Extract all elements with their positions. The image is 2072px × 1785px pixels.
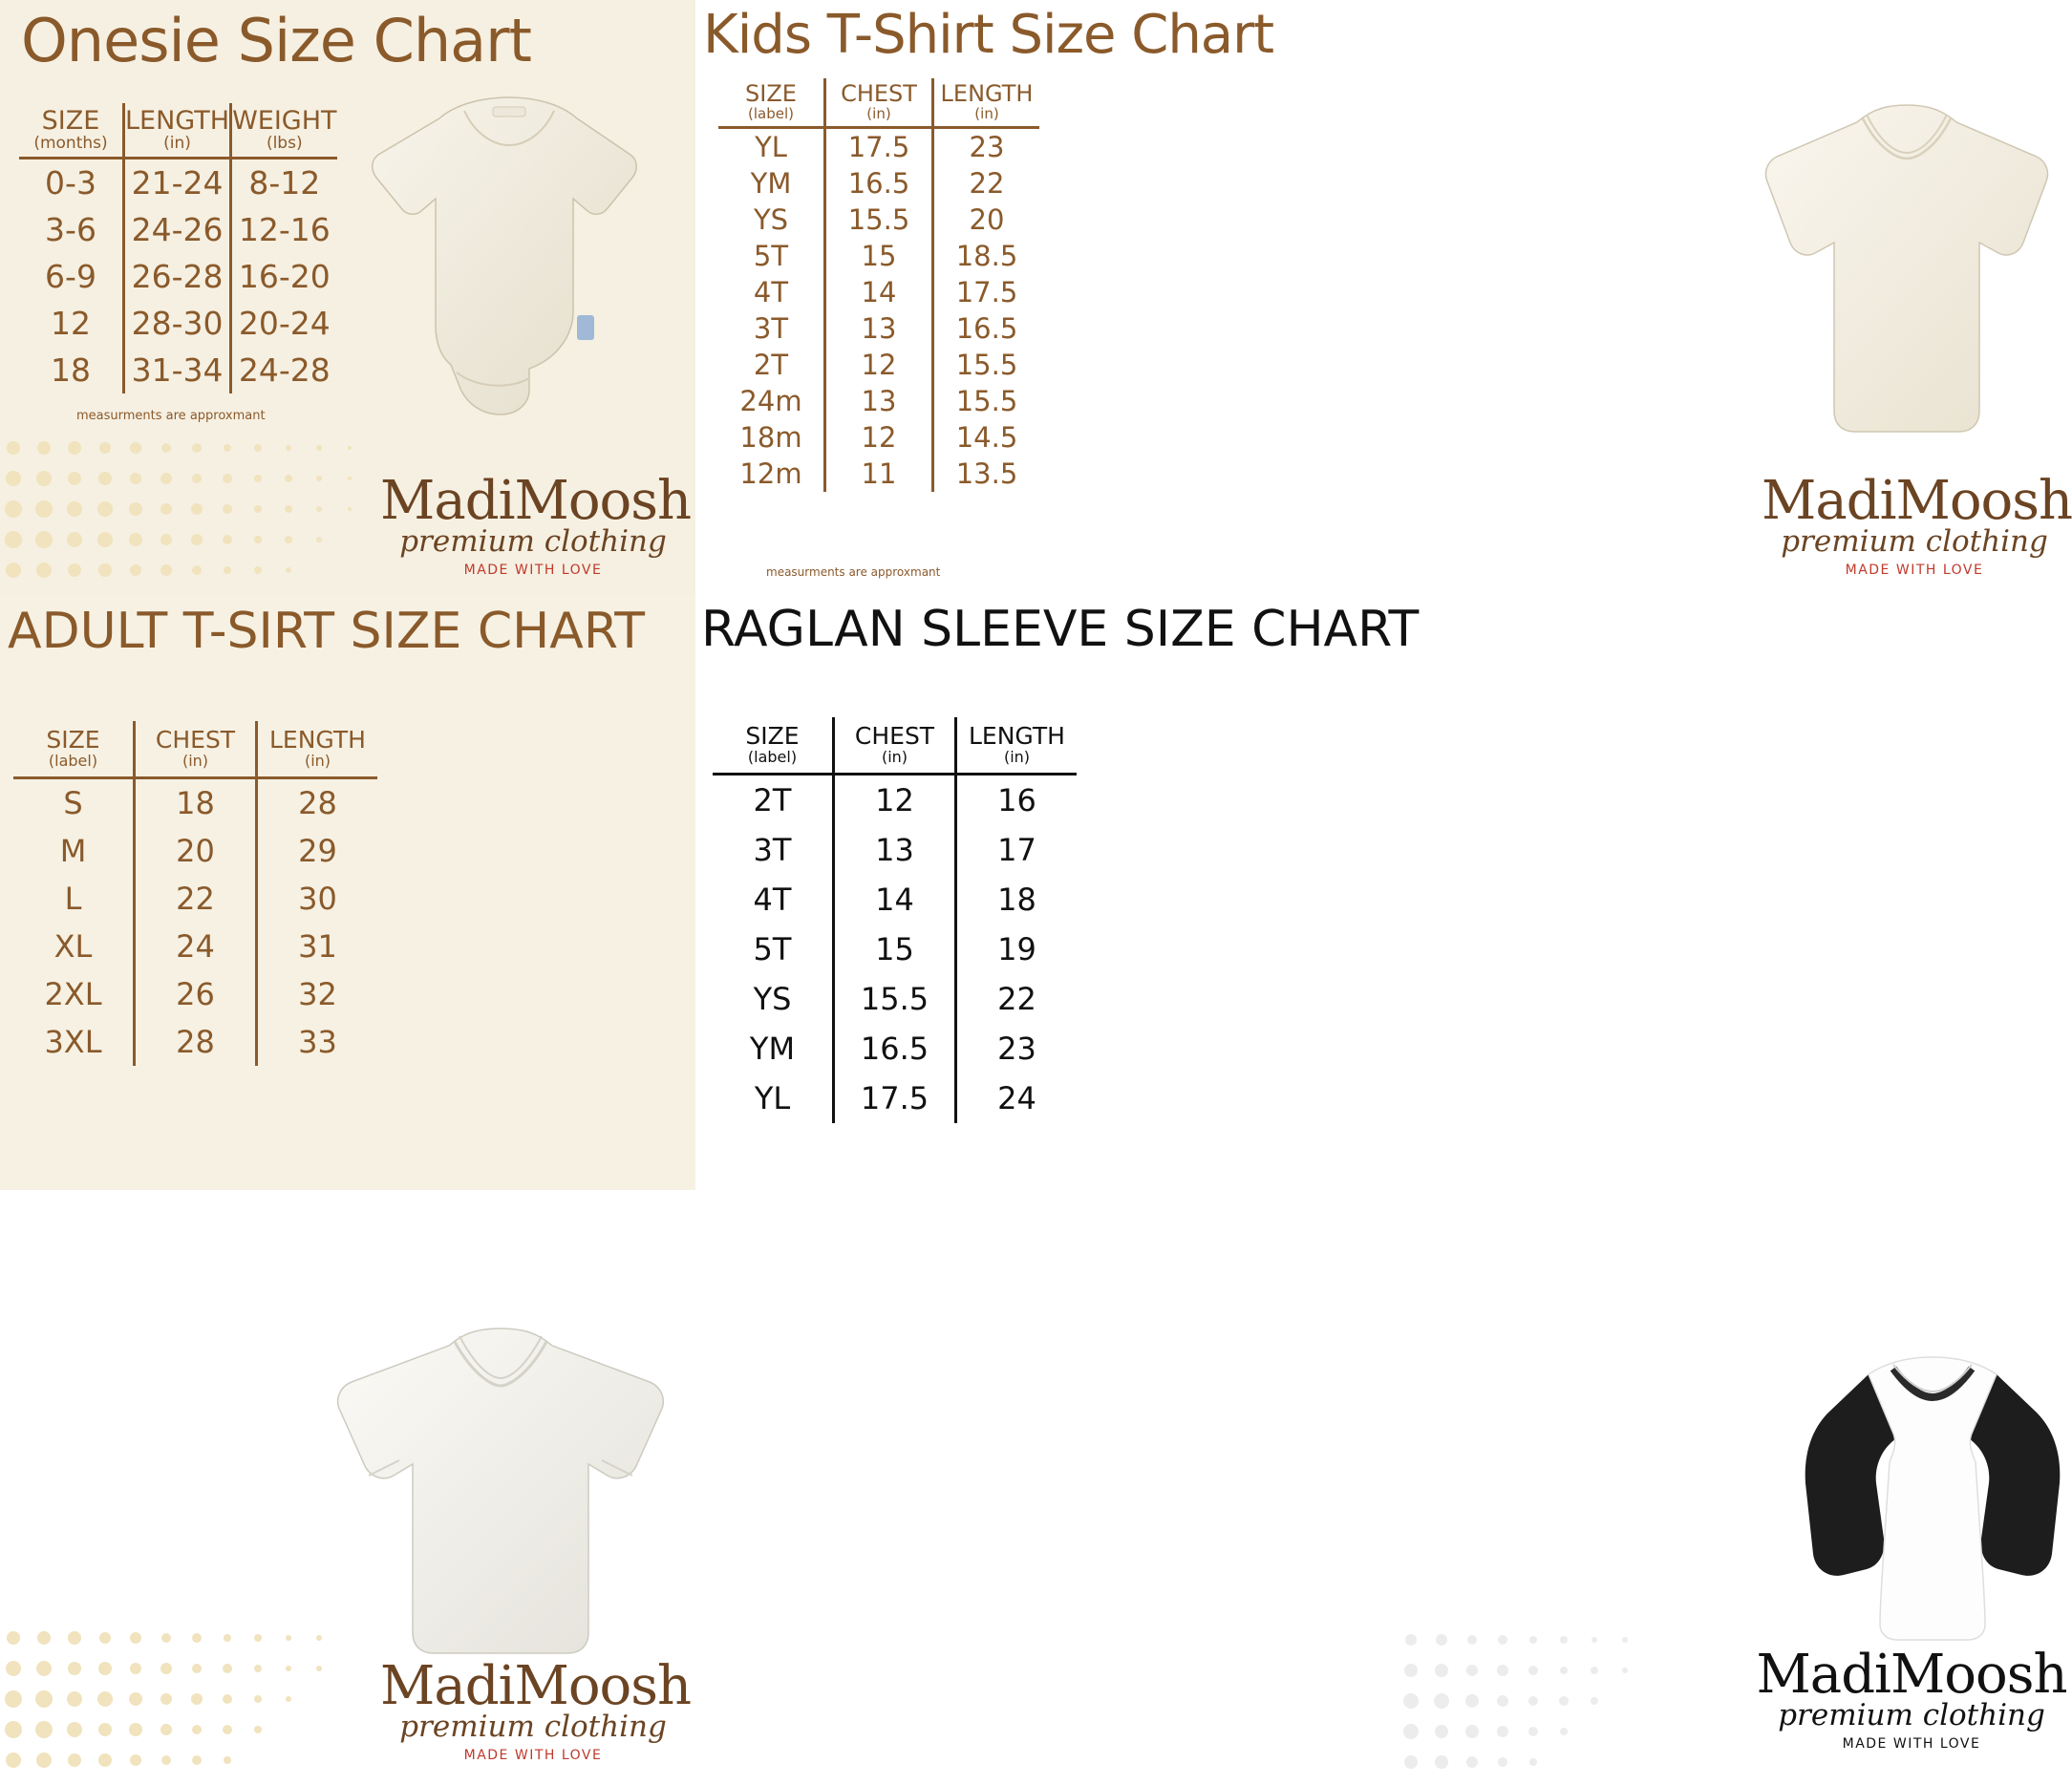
brand-name: MadiMoosh xyxy=(1756,1644,2067,1706)
cell-length: 18.5 xyxy=(955,240,1018,272)
header-length: LENGTH (in) xyxy=(969,722,1065,766)
cell-size: YL xyxy=(718,128,825,166)
cell-chest: 13 xyxy=(834,825,956,875)
cell-chest: 15 xyxy=(834,924,956,974)
cell-size: 3-6 xyxy=(19,206,124,253)
brand-logo xyxy=(1762,470,2072,578)
table-row xyxy=(13,970,377,1018)
cell-chest: 13 xyxy=(825,310,933,347)
cell-length: 16.5 xyxy=(955,312,1018,345)
made-with-love: MADE WITH LOVE xyxy=(1842,1736,1981,1752)
table-row xyxy=(718,238,1039,274)
onesie-size-table xyxy=(19,103,337,393)
kids-approximation-note: measurments are approxmant xyxy=(766,565,941,579)
cell-size: 2T xyxy=(713,775,834,826)
cell-chest: 15.5 xyxy=(825,202,933,238)
cell-size: M xyxy=(13,827,135,875)
header-size: SIZE (months) xyxy=(19,103,124,159)
cell-weight: 16-20 xyxy=(238,258,331,295)
table-row xyxy=(713,924,1077,974)
cell-weight: 12-16 xyxy=(238,211,331,248)
table-row xyxy=(19,300,337,347)
table-row xyxy=(713,775,1077,826)
brand-logo xyxy=(380,470,692,578)
cell-chest: 22 xyxy=(135,875,257,923)
cell-size: S xyxy=(13,778,135,828)
cell-length: 28-30 xyxy=(124,300,231,347)
table-row xyxy=(19,159,337,207)
header-chest: CHEST (in) xyxy=(825,78,933,128)
cell-chest: 28 xyxy=(135,1018,257,1066)
cell-size: 6-9 xyxy=(19,253,124,300)
cell-length: 33 xyxy=(298,1024,337,1060)
cell-chest: 14 xyxy=(834,875,956,924)
cell-size: 18 xyxy=(19,347,124,393)
cell-size: 12 xyxy=(19,300,124,347)
cell-length: 21-24 xyxy=(124,159,231,207)
cell-length: 30 xyxy=(298,881,337,917)
cell-length: 15.5 xyxy=(955,349,1018,381)
table-row xyxy=(718,419,1039,456)
cell-length: 16 xyxy=(997,782,1036,818)
brand-name: MadiMoosh xyxy=(1762,470,2072,532)
header-length: LENGTH (in) xyxy=(269,726,366,770)
cell-size: 4T xyxy=(713,875,834,924)
table-row xyxy=(718,128,1039,166)
kids-tshirt-illustration xyxy=(1744,96,2069,458)
cell-size: YM xyxy=(713,1024,834,1073)
cell-length: 23 xyxy=(997,1031,1036,1067)
adult-tshirt-illustration xyxy=(315,1321,688,1674)
table-row xyxy=(713,974,1077,1024)
cell-chest: 24 xyxy=(135,923,257,970)
cell-chest: 11 xyxy=(825,456,933,492)
cell-length: 22 xyxy=(969,167,1005,200)
table-row xyxy=(713,1073,1077,1123)
baby-onesie-illustration xyxy=(352,86,667,430)
raglan-size-table xyxy=(713,717,1077,1123)
cell-size: 2T xyxy=(718,347,825,383)
cell-size: 5T xyxy=(718,238,825,274)
raglan-sleeve-illustration xyxy=(1794,1349,2071,1665)
panel-kids-tshirt-size-chart xyxy=(695,0,2072,595)
cell-size: YL xyxy=(713,1073,834,1123)
table-header-row xyxy=(19,103,337,159)
adult-title: ADULT T-SIRT SIZE CHART xyxy=(8,603,645,660)
made-with-love: MADE WITH LOVE xyxy=(463,1748,603,1763)
cell-chest: 17.5 xyxy=(825,128,933,166)
onesie-approximation-note: measurments are approxmant xyxy=(76,409,266,423)
cell-chest: 12 xyxy=(834,775,956,826)
cell-length: 32 xyxy=(298,976,337,1012)
table-row xyxy=(19,206,337,253)
cell-length: 28 xyxy=(298,785,337,821)
table-row xyxy=(13,923,377,970)
dot-pattern-decoration xyxy=(0,435,401,595)
made-with-love: MADE WITH LOVE xyxy=(1845,563,1984,578)
cell-size: YM xyxy=(718,165,825,202)
cell-chest: 20 xyxy=(135,827,257,875)
made-with-love: MADE WITH LOVE xyxy=(463,563,603,578)
cell-length: 17.5 xyxy=(955,276,1018,308)
cell-chest: 16.5 xyxy=(834,1024,956,1073)
brand-logo xyxy=(380,1655,692,1763)
table-row xyxy=(718,383,1039,419)
table-row xyxy=(13,875,377,923)
cell-weight: 20-24 xyxy=(238,305,331,342)
cell-length: 15.5 xyxy=(955,385,1018,417)
cell-chest: 15.5 xyxy=(834,974,956,1024)
cell-weight: 24-28 xyxy=(238,351,331,389)
panel-adult-tshirt-size-chart xyxy=(0,595,695,1763)
header-weight: WEIGHT (lbs) xyxy=(232,105,337,153)
table-row xyxy=(19,253,337,300)
cell-size: XL xyxy=(13,923,135,970)
header-size: SIZE (label) xyxy=(13,721,135,778)
table-row xyxy=(13,778,377,828)
cell-length: 18 xyxy=(997,882,1036,918)
cell-size: 3T xyxy=(718,310,825,347)
cell-size: 3T xyxy=(713,825,834,875)
cell-size: YS xyxy=(713,974,834,1024)
cell-size: 5T xyxy=(713,924,834,974)
header-chest: CHEST (in) xyxy=(834,717,956,775)
cell-chest: 16.5 xyxy=(825,165,933,202)
table-row xyxy=(718,310,1039,347)
cell-size: YS xyxy=(718,202,825,238)
table-row xyxy=(13,1018,377,1066)
cell-size: 3XL xyxy=(13,1018,135,1066)
cell-chest: 18 xyxy=(135,778,257,828)
kids-title: Kids T-Shirt Size Chart xyxy=(703,4,1274,66)
cell-length: 31 xyxy=(298,928,337,965)
cell-size: 24m xyxy=(718,383,825,419)
header-size: SIZE (label) xyxy=(713,717,834,775)
header-length: LENGTH (in) xyxy=(940,80,1034,122)
brand-tagline: premium clothing xyxy=(1778,1698,2045,1732)
table-row xyxy=(718,274,1039,310)
cell-size: 12m xyxy=(718,456,825,492)
cell-length: 24 xyxy=(997,1080,1036,1116)
kids-size-table xyxy=(718,78,1039,492)
raglan-title: RAGLAN SLEEVE SIZE CHART xyxy=(701,601,1420,658)
cell-length: 14.5 xyxy=(955,421,1018,454)
cell-chest: 12 xyxy=(825,347,933,383)
cell-length: 19 xyxy=(997,931,1036,967)
cell-length: 17 xyxy=(997,832,1036,868)
cell-chest: 17.5 xyxy=(834,1073,956,1123)
table-header-row xyxy=(718,78,1039,128)
cell-weight: 8-12 xyxy=(248,164,321,202)
table-row xyxy=(713,825,1077,875)
table-row xyxy=(713,875,1077,924)
table-row xyxy=(13,827,377,875)
cell-length: 20 xyxy=(969,203,1005,236)
table-row xyxy=(718,165,1039,202)
cell-chest: 26 xyxy=(135,970,257,1018)
brand-tagline: premium clothing xyxy=(399,1710,667,1744)
header-chest: CHEST (in) xyxy=(135,721,257,778)
header-length: LENGTH (in) xyxy=(124,103,231,159)
table-row xyxy=(718,347,1039,383)
brand-name: MadiMoosh xyxy=(380,470,692,532)
brand-tagline: premium clothing xyxy=(1781,524,2048,559)
table-row xyxy=(718,456,1039,492)
cell-length: 24-26 xyxy=(124,206,231,253)
cell-length: 26-28 xyxy=(124,253,231,300)
cell-length: 22 xyxy=(997,981,1036,1017)
cell-chest: 12 xyxy=(825,419,933,456)
onesie-title: Onesie Size Chart xyxy=(21,6,531,75)
cell-length: 23 xyxy=(969,131,1005,163)
cell-length: 13.5 xyxy=(955,457,1018,490)
table-row xyxy=(713,1024,1077,1073)
panel-onesie-size-chart xyxy=(0,0,695,595)
cell-length: 29 xyxy=(298,833,337,869)
cell-size: 0-3 xyxy=(19,159,124,207)
table-row xyxy=(718,202,1039,238)
brand-tagline: premium clothing xyxy=(399,524,667,559)
header-size: SIZE (label) xyxy=(718,78,825,128)
table-header-row xyxy=(713,717,1077,775)
panel-raglan-sleeve-size-chart xyxy=(695,595,2067,1752)
cell-size: 18m xyxy=(718,419,825,456)
brand-logo xyxy=(1754,1644,2069,1752)
table-row xyxy=(19,347,337,393)
dot-pattern-decoration xyxy=(1398,1626,1713,1785)
cell-size: L xyxy=(13,875,135,923)
cell-length: 31-34 xyxy=(124,347,231,393)
cell-size: 4T xyxy=(718,274,825,310)
brand-name: MadiMoosh xyxy=(380,1655,692,1717)
cell-size: 2XL xyxy=(13,970,135,1018)
adult-size-table xyxy=(13,721,377,1066)
cell-chest: 15 xyxy=(825,238,933,274)
table-header-row xyxy=(13,721,377,778)
cell-chest: 14 xyxy=(825,274,933,310)
cell-chest: 13 xyxy=(825,383,933,419)
